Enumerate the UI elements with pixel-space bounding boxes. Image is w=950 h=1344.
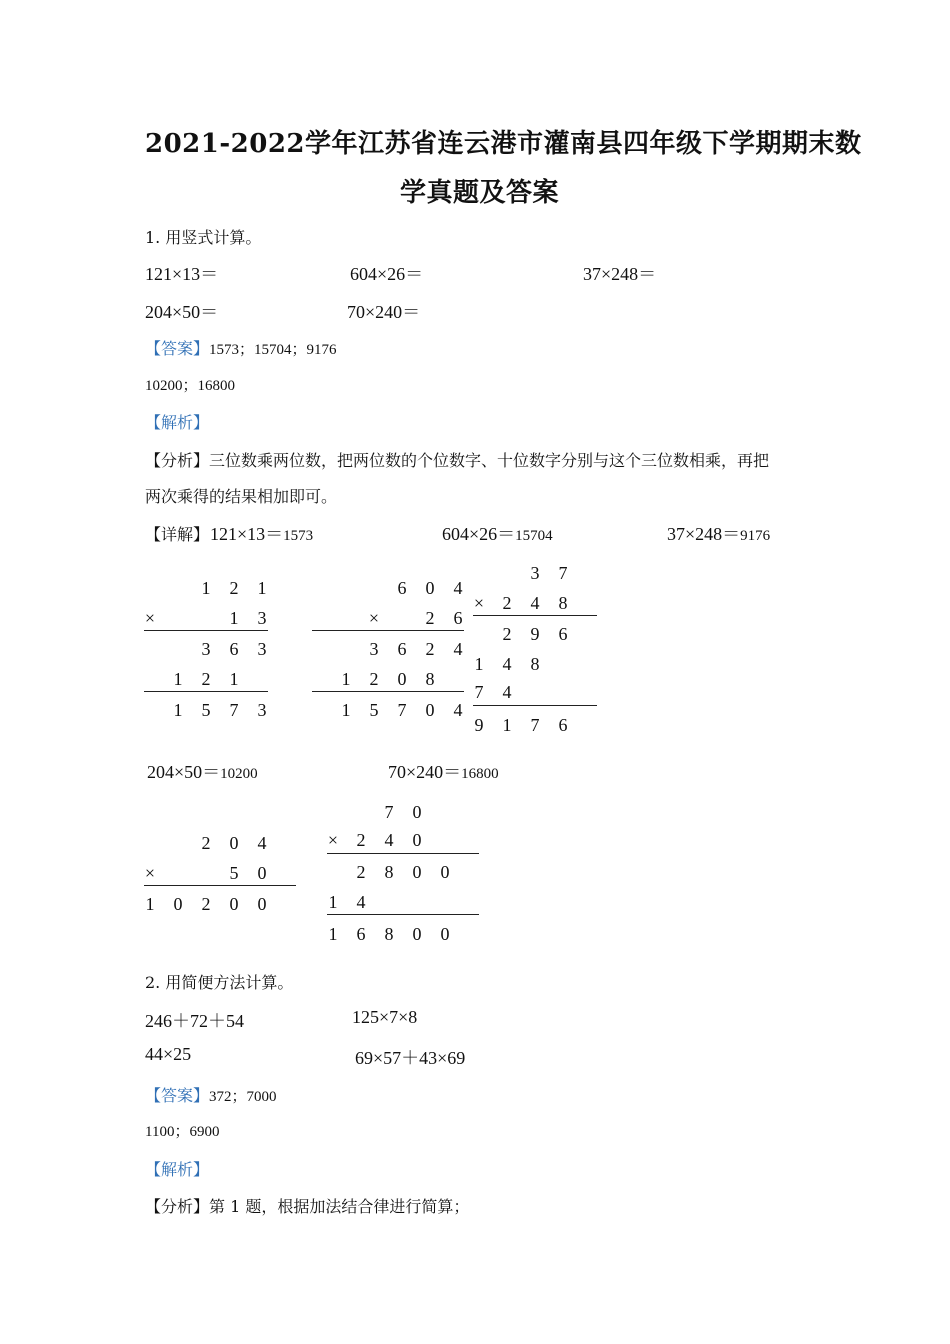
digit: 1	[341, 669, 351, 689]
digit: 6	[229, 639, 239, 659]
digit: 0	[229, 894, 239, 914]
digit: 1	[229, 669, 239, 689]
answer-label: 【答案】	[145, 341, 210, 358]
q1-detail-4	[147, 758, 258, 784]
times-sign: ×	[144, 863, 156, 883]
digit: 3	[257, 639, 267, 659]
doc-title-line2: 学真题及答案	[400, 178, 560, 208]
q1-detail-2	[442, 520, 553, 546]
digit: 8	[558, 593, 568, 613]
digit: 0	[229, 833, 239, 853]
detail-expr: 121×13＝	[210, 524, 284, 544]
q2-expr-2: 125×7×8	[352, 1007, 418, 1027]
digit: 5	[229, 863, 239, 883]
doc-title-line1: 2021-2022学年江苏省连云港市灌南县四年级下学期期末数	[145, 129, 862, 159]
q1-detail-label: 【详解】	[145, 525, 210, 544]
digit: 9	[474, 715, 484, 735]
digit: 0	[257, 894, 267, 914]
digit: 0	[173, 894, 183, 914]
digit: 7	[530, 715, 540, 735]
fenxi-text: 第 1 题，根据加法结合律进行简算；	[209, 1197, 470, 1216]
digit: 8	[384, 924, 394, 944]
digit: 1	[229, 608, 239, 628]
digit: 6	[397, 578, 407, 598]
digit: 2	[356, 862, 366, 882]
digit: 4	[356, 892, 366, 912]
digit: 4	[453, 578, 463, 598]
digit: 1	[173, 669, 183, 689]
q1-answer-line2: 10200；16800	[145, 378, 236, 394]
digit: 2	[201, 833, 211, 853]
fenxi-label: 【分析】	[145, 451, 210, 470]
digit: 7	[229, 700, 239, 720]
q2-expr-3: 44×25	[145, 1044, 192, 1064]
digit: 0	[440, 862, 450, 882]
digit: 0	[412, 924, 422, 944]
digit: 8	[530, 654, 540, 674]
q2-prompt: 2. 用简便方法计算。	[145, 973, 294, 992]
digit: 5	[369, 700, 379, 720]
digit: 0	[257, 863, 267, 883]
underline-rule	[312, 691, 464, 692]
digit: 8	[384, 862, 394, 882]
q1-expr-5: 70×240＝	[347, 302, 421, 322]
q1-fenxi	[145, 448, 769, 471]
detail-expr: 604×26＝	[442, 524, 516, 544]
digit: 2	[369, 669, 379, 689]
digit: 0	[412, 862, 422, 882]
underline-rule	[327, 914, 479, 915]
digit: 2	[201, 894, 211, 914]
digit: 2	[201, 669, 211, 689]
digit: 1	[502, 715, 512, 735]
fenxi-text: 三位数乘两位数，把两位数的个位数字、十位数字分别与这个三位数相乘，再把	[209, 451, 770, 470]
digit: 1	[173, 700, 183, 720]
underline-rule	[327, 853, 479, 854]
digit: 2	[502, 593, 512, 613]
digit: 0	[412, 802, 422, 822]
q2-expr-4: 69×57＋43×69	[355, 1048, 466, 1068]
q2-answer	[145, 1083, 277, 1106]
digit: 1	[201, 578, 211, 598]
digit: 3	[257, 700, 267, 720]
digit: 7	[558, 563, 568, 583]
q1-expr-2: 604×26＝	[350, 264, 424, 284]
underline-rule	[144, 885, 296, 886]
digit: 5	[201, 700, 211, 720]
digit: 1	[474, 654, 484, 674]
q1-answer	[145, 336, 337, 359]
digit: 0	[412, 830, 422, 850]
digit: 2	[425, 608, 435, 628]
underline-rule	[473, 705, 597, 706]
detail-result: 1573	[283, 528, 314, 544]
detail-result: 16800	[461, 766, 499, 782]
digit: 2	[425, 639, 435, 659]
digit: 6	[558, 715, 568, 735]
digit: 1	[328, 924, 338, 944]
detail-expr: 37×248＝	[667, 524, 741, 544]
underline-rule	[473, 615, 597, 616]
digit: 3	[201, 639, 211, 659]
detail-expr: 204×50＝	[147, 762, 221, 782]
digit: 7	[397, 700, 407, 720]
digit: 0	[425, 700, 435, 720]
q1-fenxi-line2: 两次乘得的结果相加即可。	[145, 487, 338, 506]
times-sign: ×	[368, 608, 380, 628]
fenxi-label: 【分析】	[145, 1197, 210, 1216]
underline-rule	[312, 630, 464, 631]
digit: 2	[229, 578, 239, 598]
answer-values: 1573；15704；9176	[209, 342, 337, 358]
detail-result: 9176	[740, 528, 771, 544]
detail-expr: 70×240＝	[388, 762, 462, 782]
q2-fenxi	[145, 1194, 469, 1217]
digit: 6	[558, 624, 568, 644]
q1-detail-5	[388, 758, 499, 784]
digit: 0	[425, 578, 435, 598]
digit: 4	[453, 700, 463, 720]
times-sign: ×	[144, 608, 156, 628]
digit: 4	[257, 833, 267, 853]
digit: 7	[474, 682, 484, 702]
underline-rule	[144, 630, 268, 631]
digit: 1	[145, 894, 155, 914]
answer-label: 【答案】	[145, 1088, 210, 1105]
digit: 1	[257, 578, 267, 598]
detail-result: 15704	[515, 528, 553, 544]
digit: 4	[530, 593, 540, 613]
digit: 7	[384, 802, 394, 822]
q2-answer-line2: 1100；6900	[145, 1124, 220, 1140]
q1-analysis-label: 【解析】	[145, 413, 210, 432]
digit: 4	[502, 654, 512, 674]
digit: 1	[328, 892, 338, 912]
times-sign: ×	[327, 830, 339, 850]
digit: 0	[397, 669, 407, 689]
digit: 4	[502, 682, 512, 702]
times-sign: ×	[473, 593, 485, 613]
q1-expr-1: 121×13＝	[145, 264, 219, 284]
q1-expr-4: 204×50＝	[145, 302, 219, 322]
digit: 6	[397, 639, 407, 659]
digit: 2	[502, 624, 512, 644]
q2-expr-1: 246＋72＋54	[145, 1011, 244, 1031]
digit: 3	[257, 608, 267, 628]
digit: 4	[453, 639, 463, 659]
digit: 3	[369, 639, 379, 659]
digit: 9	[530, 624, 540, 644]
detail-result: 10200	[220, 766, 258, 782]
digit: 1	[341, 700, 351, 720]
q2-analysis-label: 【解析】	[145, 1160, 210, 1179]
digit: 3	[530, 563, 540, 583]
digit: 6	[356, 924, 366, 944]
q1-detail-3	[667, 520, 770, 546]
answer-values: 372；7000	[209, 1089, 277, 1105]
digit: 0	[440, 924, 450, 944]
digit: 6	[453, 608, 463, 628]
digit: 4	[384, 830, 394, 850]
q1-detail-1	[210, 520, 313, 546]
digit: 8	[425, 669, 435, 689]
underline-rule	[144, 691, 268, 692]
q1-prompt: 1. 用竖式计算。	[145, 228, 262, 247]
digit: 2	[356, 830, 366, 850]
q1-expr-3: 37×248＝	[583, 264, 657, 284]
